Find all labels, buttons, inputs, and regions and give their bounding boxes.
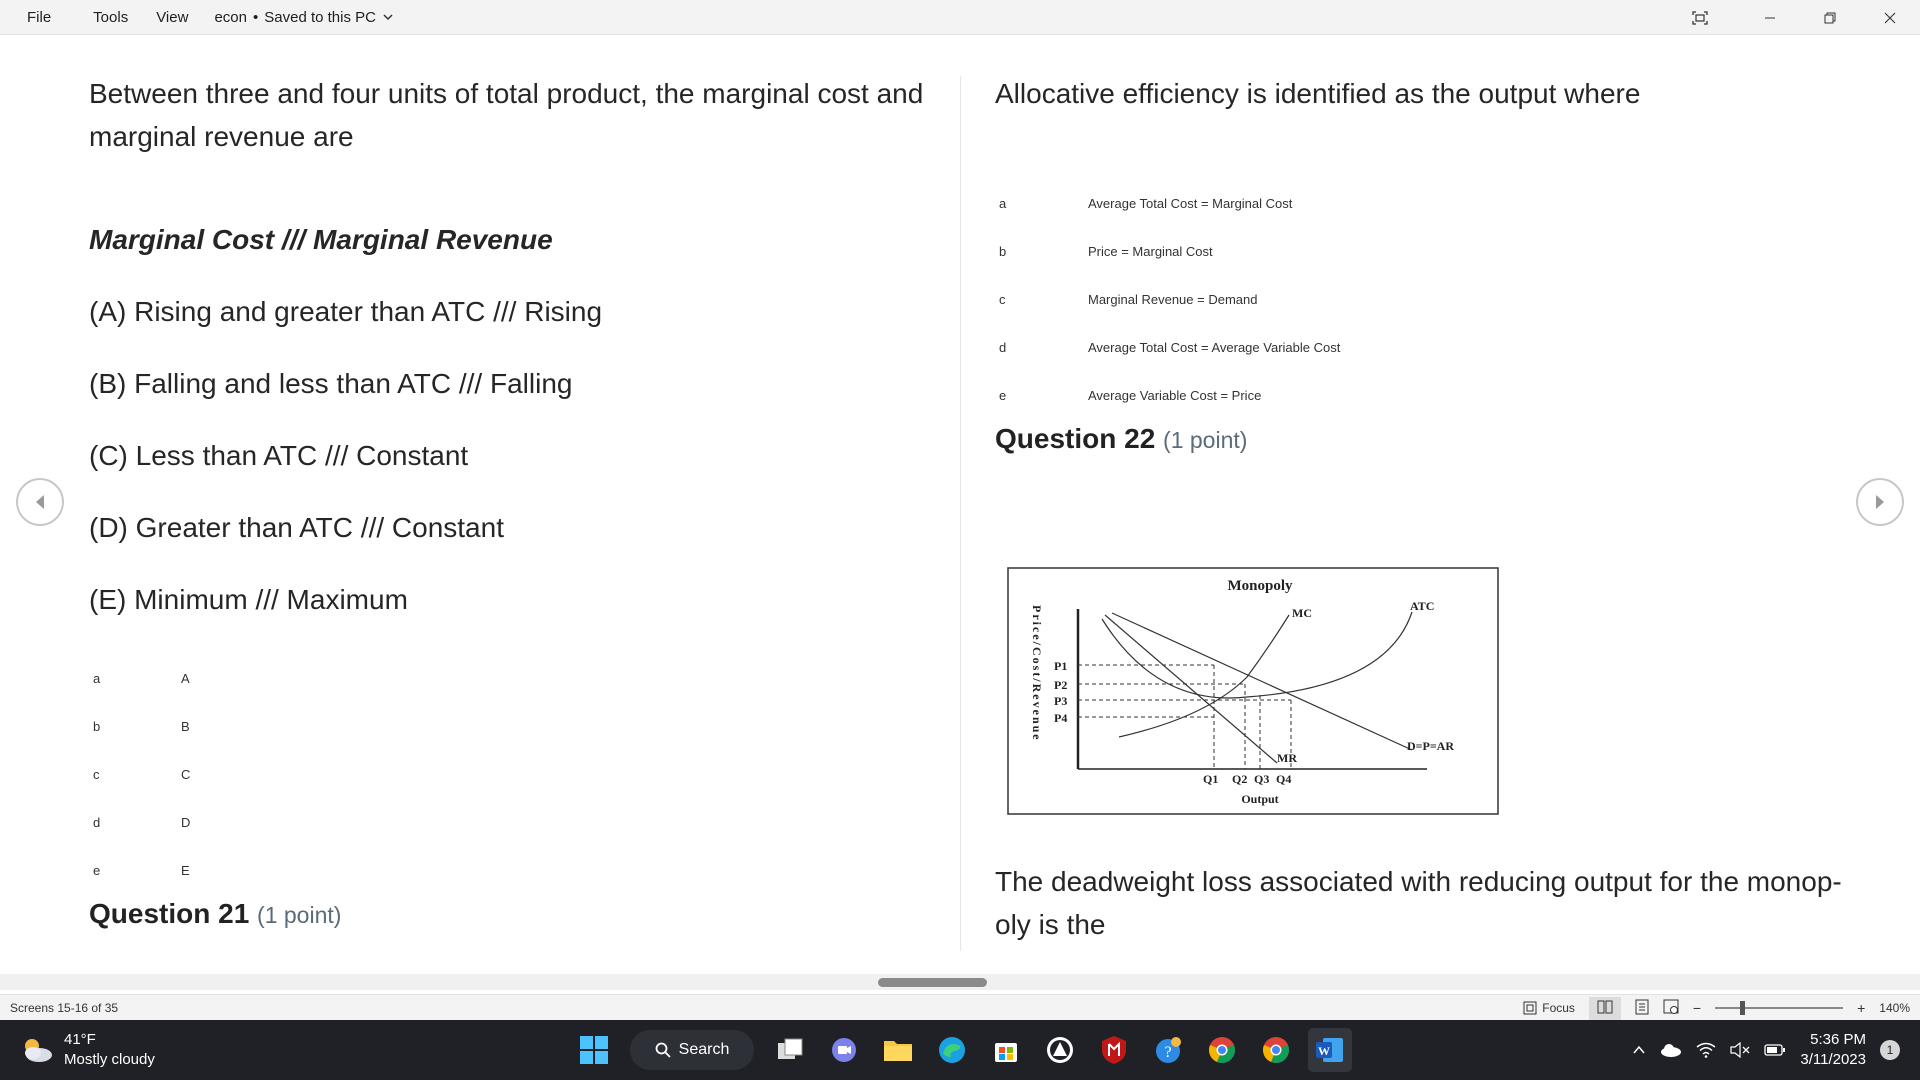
title-bar [0, 0, 1920, 35]
answer-value[interactable]: Average Variable Cost = Price [1088, 388, 1262, 403]
menu-view[interactable]: View [156, 8, 189, 26]
edge-browser-icon [937, 1035, 967, 1065]
price-tick-p4: P4 [1054, 711, 1068, 725]
zoom-in-button[interactable]: + [1857, 1000, 1866, 1016]
microsoft-store-button[interactable] [984, 1028, 1028, 1072]
focus-button[interactable] [1522, 1000, 1575, 1016]
answer-key: d [999, 340, 1007, 355]
page-icon [1635, 999, 1649, 1015]
minimize-button[interactable] [1740, 0, 1800, 35]
edge-button[interactable] [930, 1028, 974, 1072]
x-axis-label: Output [1241, 792, 1279, 806]
fullscreen-button[interactable] [1670, 0, 1730, 35]
answer-value[interactable]: E [181, 863, 190, 878]
onedrive-cloud-icon[interactable] [1660, 1043, 1682, 1057]
search-label: Search [678, 1041, 730, 1058]
windows-logo-icon [579, 1035, 609, 1065]
cloudy-weather-icon [20, 1036, 54, 1064]
taskbar [0, 1020, 1920, 1080]
task-view-button[interactable] [768, 1028, 812, 1072]
page-divider [960, 76, 961, 951]
answer-value[interactable]: Average Total Cost = Average Variable Cost [1088, 340, 1341, 355]
wifi-icon[interactable] [1696, 1042, 1716, 1058]
answer-key: b [93, 719, 101, 734]
weather-widget[interactable] [20, 1030, 155, 1070]
question-text: Between three and four units of total product, the marginal cost and marginal revenue are [89, 78, 924, 152]
taskbar-apps [572, 1028, 1352, 1072]
option-c: (C) Less than ATC /// Constant [89, 440, 469, 471]
chevron-down-icon [382, 11, 394, 23]
qty-tick-q4: Q4 [1276, 772, 1292, 786]
question-title: Question 21 [89, 898, 250, 929]
answer-key: c [999, 292, 1006, 307]
close-icon [1884, 12, 1896, 24]
clock[interactable] [1800, 1030, 1866, 1070]
answer-value[interactable]: Average Total Cost = Marginal Cost [1088, 196, 1293, 211]
close-button[interactable] [1860, 0, 1920, 35]
answer-key: a [999, 196, 1007, 211]
qty-tick-q1: Q1 [1203, 772, 1219, 786]
taskbar-search[interactable] [630, 1030, 754, 1070]
mcafee-button[interactable] [1092, 1028, 1136, 1072]
word-icon [1315, 1036, 1345, 1064]
y-axis-label: Price/Cost/Revenue [1030, 605, 1044, 742]
task-view-icon [776, 1038, 804, 1062]
read-mode-button[interactable] [1589, 997, 1621, 1020]
mcafee-shield-icon [1101, 1035, 1127, 1065]
graph-title: Monopoly [1227, 578, 1293, 594]
chrome-profile-button[interactable] [1254, 1028, 1298, 1072]
chrome-button[interactable] [1200, 1028, 1244, 1072]
answer-key: c [93, 767, 100, 782]
menu-file[interactable]: File [27, 8, 52, 26]
teams-chat-icon [830, 1036, 858, 1064]
answer-value[interactable]: D [181, 815, 191, 830]
option-b: (B) Falling and less than ATC /// Falling [89, 368, 573, 399]
answer-key: a [93, 671, 101, 686]
question-text-2: The deadweight loss associated with reducing output for the monop-oly is the [995, 866, 1842, 940]
notification-badge[interactable]: 1 [1880, 1040, 1900, 1060]
status-bar [0, 994, 1920, 1020]
restore-icon [1824, 12, 1836, 24]
window-controls [1740, 0, 1920, 35]
answer-key: d [93, 815, 101, 830]
start-button[interactable] [572, 1028, 616, 1072]
zoom-slider[interactable] [1715, 1007, 1843, 1009]
folder-icon [883, 1037, 913, 1063]
option-e: (E) Minimum /// Maximum [89, 584, 408, 615]
weather-temperature: 41°F [64, 1031, 96, 1048]
print-layout-button[interactable] [1635, 999, 1649, 1018]
question-points: (1 point) [257, 902, 342, 928]
help-icon [1153, 1035, 1183, 1065]
monopoly-graph [1007, 567, 1499, 815]
minimize-icon [1764, 12, 1776, 24]
horizontal-scrollbar[interactable] [0, 974, 1920, 990]
app-circle-icon [1045, 1035, 1075, 1065]
demand-label: D=P=AR [1407, 739, 1455, 753]
teams-chat-button[interactable] [822, 1028, 866, 1072]
scrollbar-thumb[interactable] [878, 978, 987, 987]
answer-key: b [999, 244, 1007, 259]
file-explorer-button[interactable] [876, 1028, 920, 1072]
volume-muted-icon[interactable] [1730, 1042, 1750, 1058]
clock-time: 5:36 PM [1810, 1031, 1866, 1048]
word-button[interactable] [1308, 1028, 1352, 1072]
mr-label: MR [1277, 751, 1297, 765]
focus-icon [1522, 1000, 1538, 1016]
question-title: Question 22 [995, 423, 1156, 454]
document-viewer [0, 36, 1920, 970]
answer-value[interactable]: Marginal Revenue = Demand [1088, 292, 1258, 307]
app-button[interactable] [1038, 1028, 1082, 1072]
mc-label: MC [1292, 606, 1312, 620]
clock-date: 3/11/2023 [1800, 1051, 1866, 1068]
answer-key: e [93, 863, 101, 878]
store-icon [992, 1036, 1020, 1064]
fullscreen-icon [1692, 11, 1708, 25]
question-21-heading [89, 898, 341, 930]
answer-value[interactable]: B [181, 719, 190, 734]
svg-text:W: W [1318, 1044, 1330, 1058]
chevron-up-icon[interactable] [1632, 1043, 1646, 1057]
web-layout-button[interactable] [1663, 999, 1679, 1018]
price-tick-p3: P3 [1054, 694, 1068, 708]
arrow-right-icon [1873, 494, 1887, 510]
answer-value[interactable]: Price = Marginal Cost [1088, 244, 1213, 259]
chrome-icon [1207, 1035, 1237, 1065]
document-name: econ [214, 8, 247, 26]
restore-button[interactable] [1800, 0, 1860, 35]
option-a: (A) Rising and greater than ATC /// Rising [89, 296, 603, 327]
svg-text:?: ? [1164, 1044, 1172, 1061]
question-text: Allocative efficiency is identified as the output where [995, 78, 1641, 109]
document-title-button[interactable]: econ • Saved to this PC [214, 9, 394, 26]
status-controls [1522, 995, 1910, 1021]
system-tray [1632, 1020, 1900, 1080]
next-page-button[interactable] [1856, 478, 1904, 526]
zoom-level[interactable]: 140% [1879, 1001, 1910, 1015]
answer-key: e [999, 388, 1007, 403]
price-tick-p2: P2 [1054, 678, 1068, 692]
zoom-out-button[interactable]: − [1692, 1000, 1702, 1016]
chrome-icon [1261, 1035, 1291, 1065]
qty-tick-q3: Q3 [1254, 772, 1270, 786]
arrow-left-icon [33, 494, 47, 510]
focus-label: Focus [1542, 1001, 1575, 1015]
atc-label: ATC [1410, 599, 1435, 613]
previous-page-button[interactable] [16, 478, 64, 526]
option-d: (D) Greater than ATC /// Constant [89, 512, 504, 543]
book-icon [1597, 1000, 1613, 1014]
battery-icon[interactable] [1764, 1043, 1786, 1057]
weather-description: Mostly cloudy [64, 1051, 155, 1068]
web-layout-icon [1663, 999, 1679, 1015]
answer-value[interactable]: A [181, 671, 190, 686]
screen-count: Screens 15-16 of 35 [10, 1001, 119, 1015]
price-tick-p1: P1 [1054, 659, 1068, 673]
search-icon [655, 1042, 671, 1058]
answer-columns-heading: Marginal Cost /// Marginal Revenue [89, 224, 553, 255]
question-points: (1 point) [1163, 427, 1248, 453]
answer-value[interactable]: C [181, 767, 191, 782]
zoom-slider-thumb[interactable] [1740, 1001, 1745, 1015]
help-app-button[interactable] [1146, 1028, 1190, 1072]
qty-tick-q2: Q2 [1232, 772, 1248, 786]
menu-tools[interactable]: Tools [93, 8, 129, 26]
save-status: Saved to this PC [264, 8, 376, 26]
question-22-heading [995, 423, 1247, 455]
